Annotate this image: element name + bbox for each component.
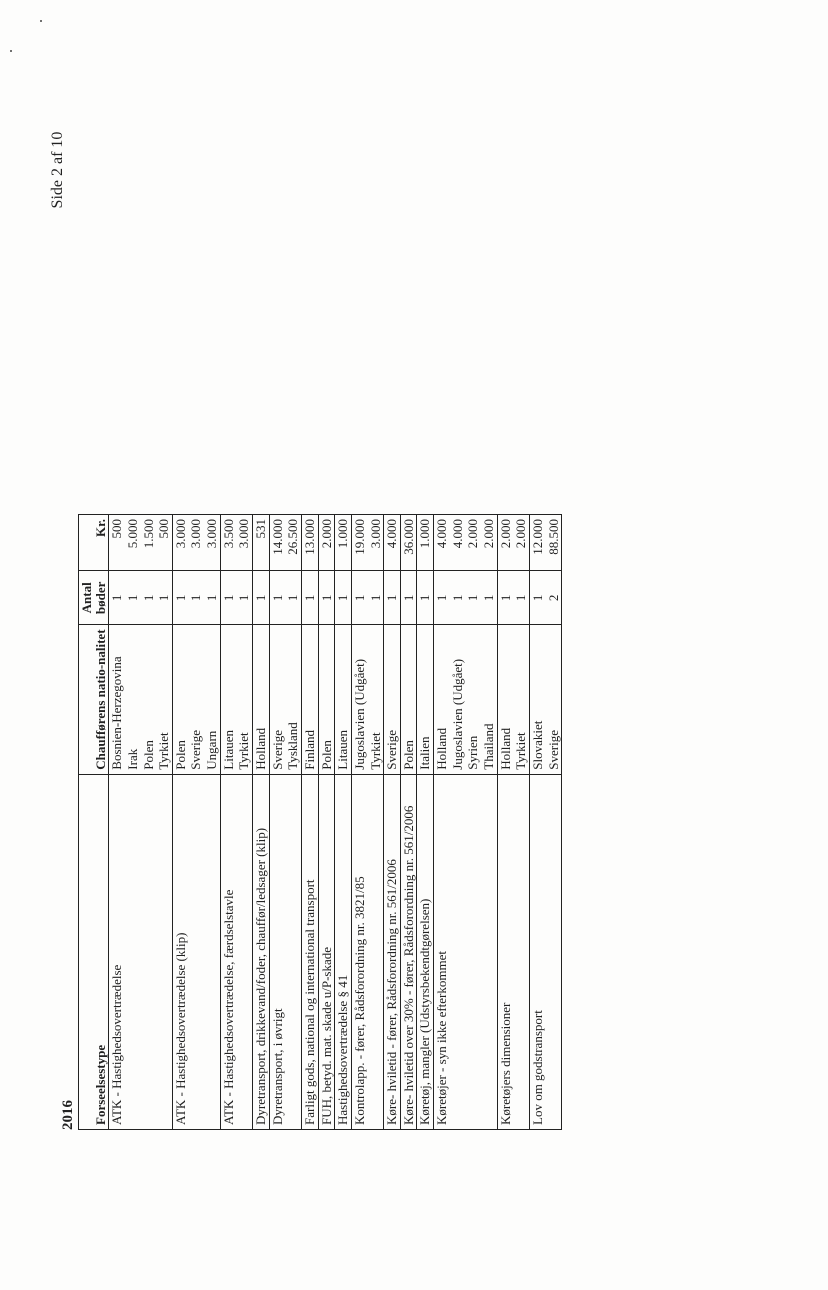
cell-type: Køretøjers dimensioner bbox=[497, 774, 513, 1129]
cell-type: Hastighedsovertrædelse § 41 bbox=[335, 774, 352, 1129]
cell-count: 1 bbox=[236, 571, 252, 625]
cell-nationality: Tyrkiet bbox=[513, 625, 529, 774]
cell-amount: 5.000 bbox=[125, 515, 141, 571]
cell-count: 1 bbox=[513, 571, 529, 625]
cell-type: Kontrolapp. - fører, Rådsforordning nr. 3821/85 bbox=[351, 774, 367, 1129]
cell-type bbox=[465, 774, 481, 1129]
cell-nationality: Irak bbox=[125, 625, 141, 774]
cell-type: FUH, betyd. mat. skade u/P-skade bbox=[318, 774, 335, 1129]
table-row bbox=[400, 515, 417, 1130]
cell-amount: 3.500 bbox=[220, 515, 236, 571]
table-row bbox=[417, 515, 434, 1130]
cell-nationality: Sverige bbox=[188, 625, 204, 774]
cell-count: 1 bbox=[400, 571, 417, 625]
cell-nationality: Thailand bbox=[481, 625, 497, 774]
cell-type bbox=[285, 774, 301, 1129]
header-count: Antal bøder bbox=[79, 571, 109, 625]
cell-nationality: Litauen bbox=[220, 625, 236, 774]
cell-type bbox=[141, 774, 157, 1129]
cell-nationality: Slovakiet bbox=[529, 625, 545, 774]
cell-nationality: Holland bbox=[497, 625, 513, 774]
table-row bbox=[220, 515, 236, 1130]
header-amount: Kr. bbox=[79, 515, 109, 571]
cell-amount: 36.000 bbox=[400, 515, 417, 571]
cell-count: 1 bbox=[109, 571, 125, 625]
table-row bbox=[141, 515, 157, 1130]
cell-amount: 2.000 bbox=[497, 515, 513, 571]
cell-count: 1 bbox=[156, 571, 172, 625]
cell-nationality: Polen bbox=[141, 625, 157, 774]
cell-type bbox=[513, 774, 529, 1129]
table-row bbox=[546, 515, 562, 1130]
cell-nationality: Syrien bbox=[465, 625, 481, 774]
table-row bbox=[285, 515, 301, 1130]
cell-type bbox=[156, 774, 172, 1129]
cell-nationality: Sverige bbox=[269, 625, 285, 774]
cell-amount: 531 bbox=[253, 515, 270, 571]
cell-amount: 14.000 bbox=[269, 515, 285, 571]
rotated-table-block bbox=[60, 519, 700, 1290]
cell-nationality: Ungarn bbox=[204, 625, 220, 774]
cell-count: 1 bbox=[301, 571, 318, 625]
table-row bbox=[301, 515, 318, 1130]
cell-amount: 13.000 bbox=[301, 515, 318, 571]
table-row bbox=[497, 515, 513, 1130]
cell-count: 1 bbox=[220, 571, 236, 625]
cell-nationality: Sverige bbox=[384, 625, 401, 774]
cell-amount: 2.000 bbox=[318, 515, 335, 571]
table-row bbox=[434, 515, 450, 1130]
cell-nationality: Tyrkiet bbox=[368, 625, 384, 774]
cell-nationality: Polen bbox=[318, 625, 335, 774]
table-row bbox=[318, 515, 335, 1130]
table-row bbox=[481, 515, 497, 1130]
table-row bbox=[384, 515, 401, 1130]
table-row bbox=[236, 515, 252, 1130]
cell-count: 1 bbox=[481, 571, 497, 625]
cell-amount: 19.000 bbox=[351, 515, 367, 571]
cell-nationality: Jugoslavien (Udgået) bbox=[351, 625, 367, 774]
cell-type: Køretøj, mangler (Udstyrsbekendtgørelsen) bbox=[417, 774, 434, 1129]
cell-amount: 3.000 bbox=[188, 515, 204, 571]
cell-type: Farligt gods, national og international transport bbox=[301, 774, 318, 1129]
cell-amount: 88.500 bbox=[546, 515, 562, 571]
cell-type: Dyretransport, drikkevand/foder, chauffør/ledsager (klip) bbox=[253, 774, 270, 1129]
cell-amount: 500 bbox=[109, 515, 125, 571]
cell-count: 1 bbox=[368, 571, 384, 625]
table-row bbox=[529, 515, 545, 1130]
table-row bbox=[335, 515, 352, 1130]
header-nationality: Chaufførens natio-nalitet bbox=[79, 625, 109, 774]
cell-nationality: Bosnien-Herzegovina bbox=[109, 625, 125, 774]
cell-count: 1 bbox=[497, 571, 513, 625]
table-row bbox=[204, 515, 220, 1130]
cell-type bbox=[368, 774, 384, 1129]
cell-amount: 4.000 bbox=[384, 515, 401, 571]
cell-count: 1 bbox=[253, 571, 270, 625]
cell-amount: 12.000 bbox=[529, 515, 545, 571]
cell-amount: 1.500 bbox=[141, 515, 157, 571]
cell-type bbox=[236, 774, 252, 1129]
cell-count: 2 bbox=[546, 571, 562, 625]
table-row bbox=[368, 515, 384, 1130]
fines-table bbox=[78, 514, 562, 1130]
scan-speck bbox=[40, 20, 42, 22]
cell-nationality: Holland bbox=[253, 625, 270, 774]
cell-count: 1 bbox=[285, 571, 301, 625]
cell-amount: 2.000 bbox=[465, 515, 481, 571]
cell-type: Køre- hviletid - fører, Rådsforordning nr. 561/2006 bbox=[384, 774, 401, 1129]
cell-count: 1 bbox=[351, 571, 367, 625]
cell-count: 1 bbox=[318, 571, 335, 625]
table-row bbox=[188, 515, 204, 1130]
table-body bbox=[109, 515, 562, 1130]
cell-type: Køre- hviletid over 30% - fører, Rådsforordning nr. 561/2006 bbox=[400, 774, 417, 1129]
cell-count: 1 bbox=[529, 571, 545, 625]
cell-amount: 4.000 bbox=[434, 515, 450, 571]
cell-count: 1 bbox=[141, 571, 157, 625]
cell-type: Køretøjer - syn ikke efterkommet bbox=[434, 774, 450, 1129]
cell-nationality: Finland bbox=[301, 625, 318, 774]
cell-nationality: Polen bbox=[172, 625, 188, 774]
scan-speck bbox=[10, 50, 12, 52]
cell-type: Dyretransport, i øvrigt bbox=[269, 774, 285, 1129]
cell-nationality: Tyskland bbox=[285, 625, 301, 774]
cell-count: 1 bbox=[172, 571, 188, 625]
cell-count: 1 bbox=[125, 571, 141, 625]
cell-type: ATK - Hastighedsovertrædelse (klip) bbox=[172, 774, 188, 1129]
cell-nationality: Jugoslavien (Udgået) bbox=[450, 625, 466, 774]
cell-amount: 500 bbox=[156, 515, 172, 571]
cell-count: 1 bbox=[188, 571, 204, 625]
cell-amount: 2.000 bbox=[513, 515, 529, 571]
table-row bbox=[253, 515, 270, 1130]
cell-type bbox=[204, 774, 220, 1129]
cell-count: 1 bbox=[465, 571, 481, 625]
cell-type bbox=[481, 774, 497, 1129]
cell-type: ATK - Hastighedsovertrædelse bbox=[109, 964, 125, 1125]
cell-nationality: Polen bbox=[400, 625, 417, 774]
cell-count: 1 bbox=[335, 571, 352, 625]
cell-count: 1 bbox=[417, 571, 434, 625]
cell-amount: 3.000 bbox=[172, 515, 188, 571]
cell-type bbox=[125, 774, 141, 1129]
table-row bbox=[513, 515, 529, 1130]
cell-type bbox=[546, 774, 562, 1129]
cell-amount: 26.500 bbox=[285, 515, 301, 571]
cell-count: 1 bbox=[204, 571, 220, 625]
cell-amount: 4.000 bbox=[450, 515, 466, 571]
cell-amount: 3.000 bbox=[368, 515, 384, 571]
table-row bbox=[156, 515, 172, 1130]
cell-nationality: Holland bbox=[434, 625, 450, 774]
cell-nationality: Tyrkiet bbox=[156, 625, 172, 774]
table-row bbox=[450, 515, 466, 1130]
cell-amount: 3.000 bbox=[204, 515, 220, 571]
page-number-text: Side 2 af 10 bbox=[49, 131, 66, 209]
cell-amount: 1.000 bbox=[335, 515, 352, 571]
cell-count: 1 bbox=[450, 571, 466, 625]
cell-nationality: Litauen bbox=[335, 625, 352, 774]
cell-nationality: Italien bbox=[417, 625, 434, 774]
table-row bbox=[125, 515, 141, 1130]
cell-count: 1 bbox=[434, 571, 450, 625]
cell-nationality: Sverige bbox=[546, 625, 562, 774]
cell-amount: 2.000 bbox=[481, 515, 497, 571]
cell-nationality: Tyrkiet bbox=[236, 625, 252, 774]
header-type: Forseelsestype bbox=[79, 774, 109, 1129]
cell-type bbox=[450, 774, 466, 1129]
cell-count: 1 bbox=[269, 571, 285, 625]
table-row bbox=[351, 515, 367, 1130]
cell-type: ATK - Hastighedsovertrædelse, færdselstavle bbox=[220, 774, 236, 1129]
cell-amount: 1.000 bbox=[417, 515, 434, 571]
table-row bbox=[269, 515, 285, 1130]
cell-type bbox=[188, 774, 204, 1129]
table-header-row bbox=[79, 515, 109, 1130]
table-year: 2016 bbox=[60, 1100, 76, 1130]
cell-count: 1 bbox=[384, 571, 401, 625]
table-row bbox=[109, 515, 125, 1130]
cell-amount: 3.000 bbox=[236, 515, 252, 571]
cell-type: Lov om godstransport bbox=[529, 774, 545, 1129]
table-row bbox=[465, 515, 481, 1130]
table-row bbox=[172, 515, 188, 1130]
